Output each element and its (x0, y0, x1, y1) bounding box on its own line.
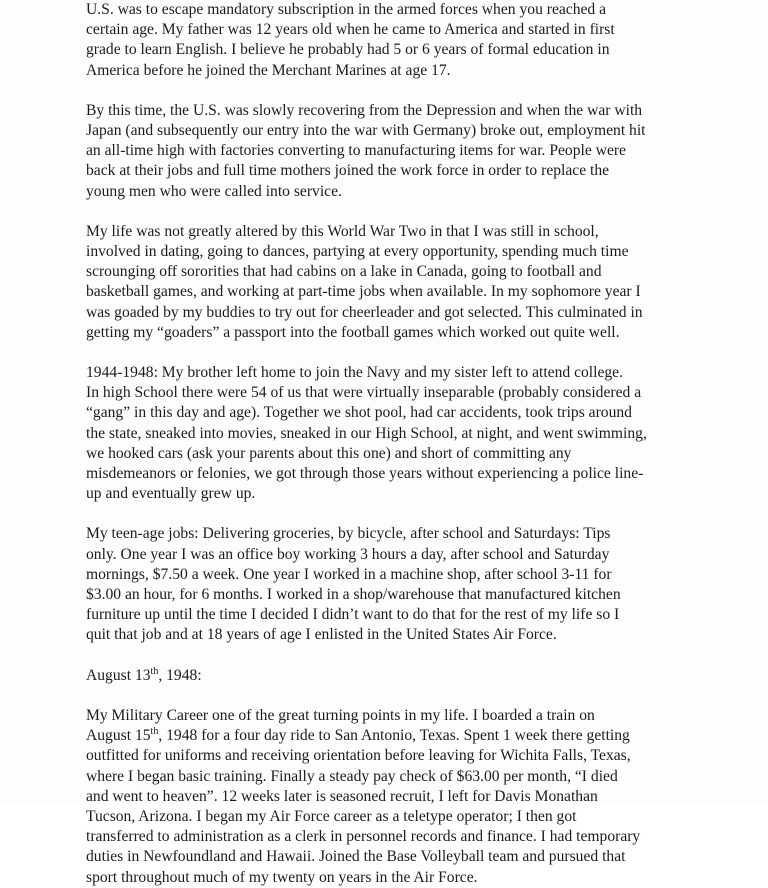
text-line: scrounging off sororities that had cabins on a lake in Canada, going to football and (86, 263, 602, 281)
text-line: America before he joined the Merchant Marines at age 17. (86, 61, 451, 79)
text-line: getting my “goaders” a passport into the football games which worked out quite well. (86, 323, 620, 341)
paragraph-gap (86, 504, 758, 524)
text-line: the state, sneaked into movies, sneaked in our High School, at night, and went swimming, (86, 424, 647, 442)
line-rest: , 1948 for a four day ride to San Antonio, Texas. Spent 1 week there getting (158, 727, 630, 745)
text-line: $3.00 an hour, for 6 months. I worked in a shop/warehouse that manufactured kitchen (86, 586, 621, 604)
text-line: My Military Career one of the great turning points in my life. I boarded a train on (86, 706, 595, 724)
text-line: young men who were called into service. (86, 182, 342, 200)
text-line: back at their jobs and full time mothers joined the work force in order to replace the (86, 162, 610, 180)
paragraph-gap (86, 202, 758, 222)
text-line: sport throughout much of my twenty on years in the Air Force. (86, 868, 478, 886)
paragraph-4 (86, 363, 758, 504)
text-line: My life was not greatly altered by this World War Two in that I was still in school, (86, 222, 599, 240)
document-body (86, 0, 758, 888)
date-text: August 15 (86, 727, 151, 745)
text-line: quit that job and at 18 years of age I enlisted in the United States Air Force. (86, 626, 557, 644)
text-line: Tucson, Arizona. I began my Air Force career as a teletype operator; I then got (86, 807, 577, 825)
paragraph-gap (86, 81, 758, 101)
text-line: only. One year I was an office boy working 3 hours a day, after school and Saturday (86, 545, 610, 563)
text-line: was goaded by my buddies to try out for cheerleader and got selected. This culminated in (86, 303, 643, 321)
paragraph-gap (86, 646, 758, 666)
date-heading (86, 666, 758, 686)
text-line: and went to heaven”. 12 weeks later is seasoned recruit, I left for Davis Monathan (86, 787, 598, 805)
text-line: mornings, $7.50 a week. One year I worked in a machine shop, after school 3-11 for (86, 565, 612, 583)
text-line: involved in dating, going to dances, partying at every opportunity, spending much time (86, 243, 629, 261)
text-line: an all-time high with factories converting to manufacturing items for war. People were (86, 142, 626, 160)
text-line: transferred to administration as a clerk in personnel records and finance. I had temporary (86, 828, 641, 846)
text-line: grade to learn English. I believe he probably had 5 or 6 years of formal education in (86, 41, 610, 59)
date-heading-year: , 1948: (158, 666, 202, 684)
text-line: My teen-age jobs: Delivering groceries, by bicycle, after school and Saturdays: Tips (86, 525, 611, 543)
paragraph-gap (86, 343, 758, 363)
text-line: certain age. My father was 12 years old when he came to America and started in first (86, 21, 615, 39)
date-heading-line (86, 666, 758, 686)
text-line (86, 726, 758, 746)
text-line: furniture up until the time I decided I didn’t want to do that for the rest of my life so I (86, 606, 620, 624)
text-line: basketball games, and working at part-time jobs when available. In my sophomore year I (86, 283, 641, 301)
text-line: U.S. was to escape mandatory subscription in the armed forces when you reached a (86, 1, 607, 18)
text-line: outfitted for uniforms and receiving orientation before leaving for Wichita Falls, Texas, (86, 747, 631, 765)
text-line: Japan (and subsequently our entry into the war with Germany) broke out, employment hit (86, 122, 646, 140)
text-line: In high School there were 54 of us that were virtually inseparable (probably considered a (86, 384, 642, 402)
paragraph-3 (86, 222, 758, 343)
text-line: 1944-1948: My brother left home to join the Navy and my sister left to attend college. (86, 364, 623, 382)
text-line: we hooked cars (ask your parents about this one) and short of committing any (86, 444, 572, 462)
text-line: duties in Newfoundland and Hawaii. Joined the Base Volleyball team and pursued that (86, 848, 626, 866)
date-heading-ordinal: th (150, 665, 159, 677)
text-line: up and eventually grew up. (86, 485, 256, 503)
text-line: where I began basic training. Finally a steady pay check of $63.00 per month, “I died (86, 767, 618, 785)
paragraph-6 (86, 706, 758, 888)
text-line: By this time, the U.S. was slowly recovering from the Depression and when the war with (86, 101, 643, 119)
paragraph-gap (86, 686, 758, 706)
text-line: “gang” in this day and age). Together we shot pool, had car accidents, took trips around (86, 404, 632, 422)
text-line: misdemeanors or felonies, we got through those years without experiencing a police line- (86, 465, 644, 483)
paragraph-5 (86, 524, 758, 645)
paragraph-1 (86, 0, 758, 81)
date-ordinal: th (150, 725, 159, 737)
paragraph-2 (86, 101, 758, 202)
date-heading-text: August 13 (86, 666, 151, 684)
